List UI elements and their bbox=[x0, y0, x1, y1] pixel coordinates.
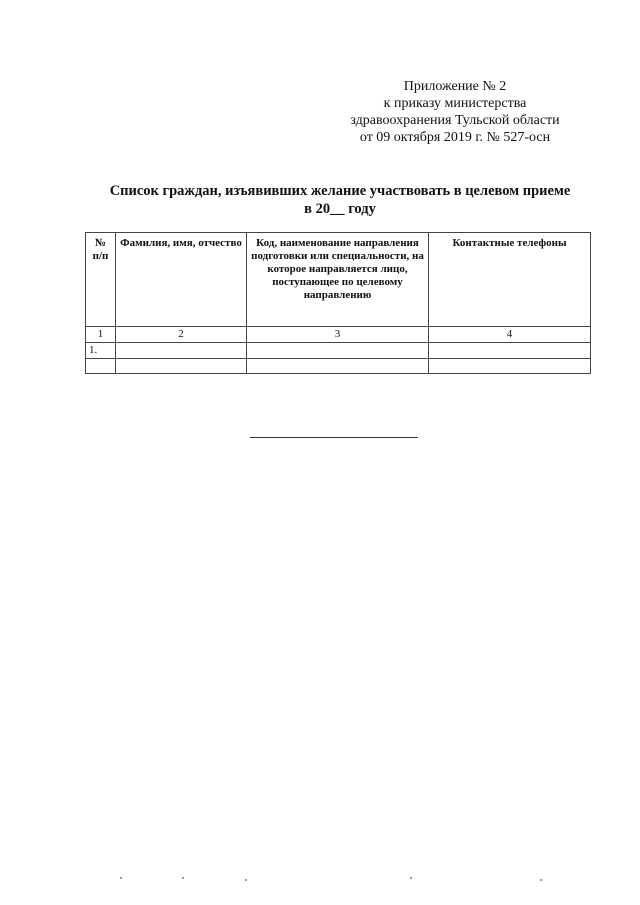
table-cell bbox=[429, 359, 591, 374]
table-cell bbox=[247, 359, 429, 374]
table-cell bbox=[429, 343, 591, 359]
citizens-table bbox=[85, 232, 591, 374]
numbering-cell: 1 bbox=[86, 327, 116, 343]
numbering-cell: 3 bbox=[247, 327, 429, 343]
header-full-name: Фамилия, имя, отчество bbox=[116, 233, 247, 327]
speck bbox=[245, 879, 247, 881]
title-line: в 20__ году bbox=[304, 201, 376, 217]
speck bbox=[410, 877, 412, 879]
title-line: Список граждан, изъявивших желание участвовать в целевом приеме bbox=[109, 183, 571, 199]
table-cell bbox=[116, 343, 247, 359]
numbering-cell: 2 bbox=[116, 327, 247, 343]
header-specialty: Код, наименование направления подготовки или специальности, на которое направляется лицо, поступающее по целевому направлению bbox=[247, 233, 429, 327]
speck bbox=[120, 877, 122, 879]
numbering-row bbox=[86, 327, 591, 343]
table-cell: 1. bbox=[86, 343, 116, 359]
header-number: № п/п bbox=[86, 233, 116, 327]
appendix-line: Приложение № 2 bbox=[403, 79, 507, 94]
document-title bbox=[70, 182, 610, 218]
header-row bbox=[86, 233, 591, 327]
speck bbox=[540, 879, 542, 881]
appendix-line: от 09 октября 2019 г. № 527-осн bbox=[359, 130, 551, 145]
appendix-reference bbox=[330, 78, 580, 146]
appendix-line: к приказу министерства bbox=[383, 96, 527, 111]
table-cell bbox=[116, 359, 247, 374]
scan-specks bbox=[110, 877, 570, 883]
table-cell bbox=[86, 359, 116, 374]
numbering-cell: 4 bbox=[429, 327, 591, 343]
table-row bbox=[86, 343, 591, 359]
appendix-line: здравоохранения Тульской области bbox=[350, 113, 560, 128]
table-row bbox=[86, 359, 591, 374]
header-phones: Контактные телефоны bbox=[429, 233, 591, 327]
end-separator-line bbox=[250, 437, 418, 438]
speck bbox=[182, 877, 184, 879]
table-cell bbox=[247, 343, 429, 359]
